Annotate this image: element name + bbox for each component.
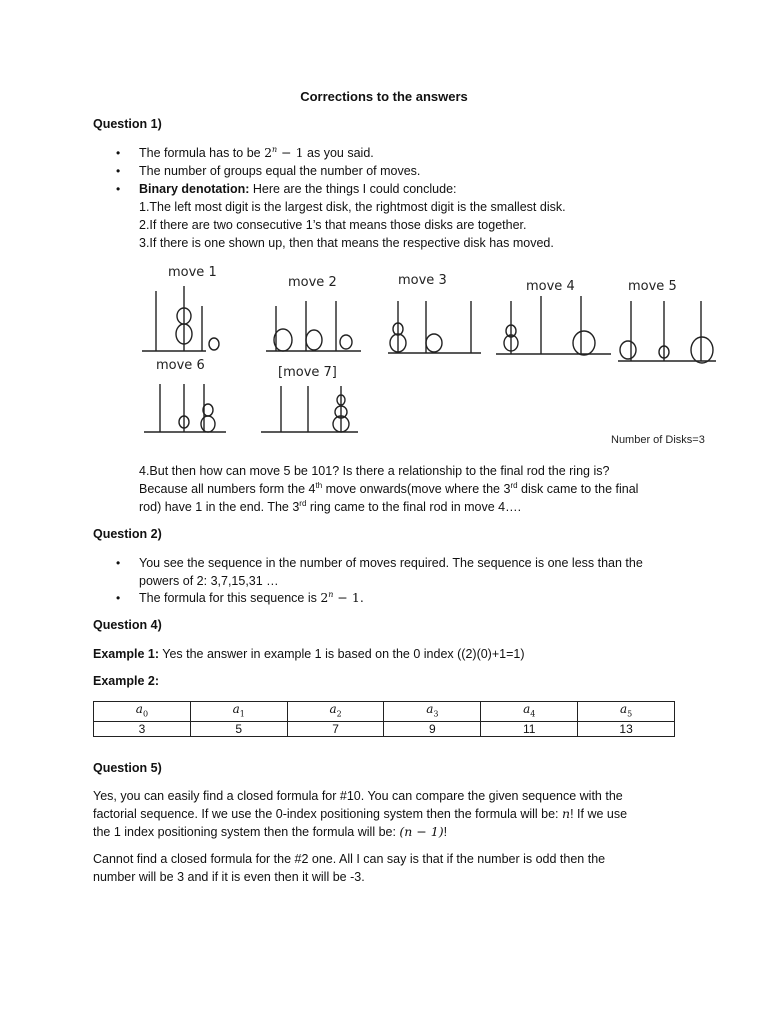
q1-para4-line2 [139,481,638,497]
q1-formula-exp: n [272,145,278,154]
q1-para4-line2-b: move onwards(move where the 3 [322,482,511,496]
table-header-cell [287,702,384,722]
q5-p1-line2-a: factorial sequence. If we use the 0-index positioning system then the formula will be: [93,807,563,821]
seq-symbol: a [329,702,337,716]
table-cell: 11 [481,722,578,737]
q1-sub-line-3: 3.If there is one shown up, then that means the respective disk has moved. [139,236,554,250]
q5-p2-line1: Cannot find a closed formula for the #2 one. All I can say is that if the number is odd then the [93,852,606,866]
question-2-heading: Question 2) [93,527,162,541]
q1-para4-sup-th: th [315,481,323,490]
q2-bullet1-line1: You see the sequence in the number of moves required. The sequence is one less than the [139,556,643,570]
binary-denotation-label: Binary denotation: [139,182,250,196]
question-1-heading: Question 1) [93,117,162,131]
table-cell: 3 [94,722,191,737]
tower-of-hanoi-figure [136,256,726,451]
q1-bullet-groups: The number of groups equal the number of moves. [139,164,421,178]
example-2-label: Example 2: [93,674,160,688]
bullet-dot: • [116,591,121,605]
q5-p1-line2 [93,805,673,823]
label-move-1: move 1 [168,265,217,280]
q1-para4-line3 [139,499,521,515]
q5-p2-line2: number will be 3 and if it is even then it will be -3. [93,870,365,884]
q2-formula-minus: − 1. [333,590,364,605]
table-cell: 9 [384,722,481,737]
seq-symbol: a [232,702,240,716]
q5-p1-line3-b: ! [443,825,448,839]
q1-bullet-formula-tail: as you said. [303,146,374,160]
question-5-heading: Question 5) [93,761,162,775]
seq-symbol: a [523,702,531,716]
table-header-cell [94,702,191,722]
table-cell: 7 [287,722,384,737]
example-1 [93,645,673,663]
q5-math-n: n [562,806,571,821]
figure-caption: Number of Disks=3 [611,434,705,446]
q1-para4-line2-a: Because all numbers form the 4 [139,482,316,496]
q2-formula-base: 2 [320,590,329,605]
bullet-dot: • [116,146,121,160]
table-header-cell [190,702,287,722]
table-row [94,722,675,737]
example-1-text: Yes the answer in example 1 is based on the 0 index ((2)(0)+1=1) [159,647,525,661]
seq-index: 0 [142,709,149,719]
table-row [94,702,675,722]
q1-para4-sup-rd2: rd [299,499,307,508]
label-move-3: move 3 [398,273,447,288]
table-header-cell [481,702,578,722]
q5-p1-line3 [93,823,673,841]
bullet-dot: • [116,182,121,196]
table-header-cell [578,702,675,722]
q1-para4-line3-a: rod) have 1 in the end. The 3 [139,500,300,514]
seq-index: 5 [627,709,633,719]
seq-index: 2 [336,709,342,719]
q2-bullet2-prefix: The formula for this sequence is [139,591,321,605]
page-title: Corrections to the answers [300,89,468,104]
seq-index: 3 [433,709,439,719]
q5-para2 [93,850,673,886]
q1-bullet-formula [139,145,374,161]
q1-bullet-binary [139,181,457,197]
q1-para4-sup-rd: rd [510,481,518,490]
q1-bullet-formula-prefix: The formula has to be [139,146,265,160]
table-header-cell [384,702,481,722]
q5-p1-line3-a: the 1 index positioning system then the formula will be: [93,825,400,839]
bullet-dot: • [116,164,121,178]
q1-sub-line-1: 1.The left most digit is the largest disk, the rightmost digit is the smallest disk. [139,200,566,214]
label-move-5: move 5 [628,279,677,294]
binary-denotation-text: Here are the things I could conclude: [249,182,457,196]
question-4-heading: Question 4) [93,618,162,632]
q2-bullet1-line2: powers of 2: 3,7,15,31 … [139,574,279,588]
q5-para1 [93,787,673,841]
hanoi-sketch [136,256,726,451]
q5-p1-line1: Yes, you can easily find a closed formula for #10. You can compare the given sequence with the [93,789,623,803]
seq-symbol: a [426,702,434,716]
q5-p1-line2-b: ! If we use [570,807,628,821]
label-move-7: [move 7] [278,365,337,380]
table-cell: 13 [578,722,675,737]
q1-para4-line3-b: ring came to the final rod in move 4…. [306,500,522,514]
seq-symbol: a [619,702,628,716]
label-move-6: move 6 [156,358,205,373]
example-1-label: Example 1: [93,647,160,661]
seq-index: 1 [239,709,245,719]
q2-formula-exp: n [328,590,334,599]
q2-bullet2 [139,590,364,606]
q1-para4-line2-c: disk came to the final [517,482,639,496]
q1-formula-base: 2 [264,145,273,160]
q1-sub-line-2: 2.If there are two consecutive 1’s that means those disks are together. [139,218,527,232]
q1-formula-minus: − 1 [277,145,304,160]
q1-para4-line1: 4.But then how can move 5 be 101? Is there a relationship to the final rod the ring is? [139,464,610,478]
seq-index: 4 [530,709,536,719]
table-cell: 5 [190,722,287,737]
sequence-table [93,701,675,737]
q5-math-n-minus-1: (n − 1) [399,824,444,839]
label-move-4: move 4 [526,279,575,294]
label-move-2: move 2 [288,275,337,290]
seq-symbol: a [135,702,143,716]
bullet-dot: • [116,556,121,570]
